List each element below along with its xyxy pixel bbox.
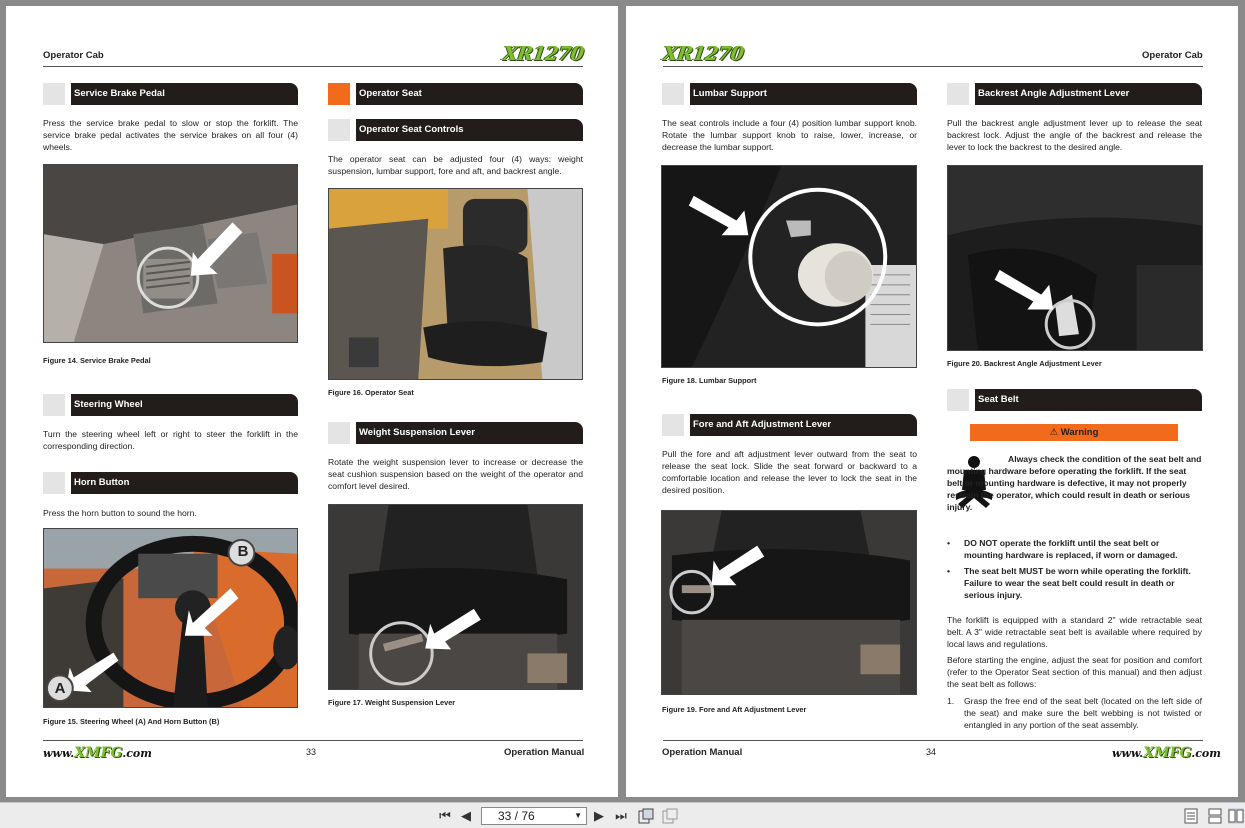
warning-bullet: • DO NOT operate the forklift until the seat belt or mounting hardware is replaced, if worn or damaged.	[947, 537, 1193, 561]
footer-web-prefix: www.	[43, 747, 75, 760]
warning-bullet: • The seat belt MUST be worn while operating the forklift. Failure to wear the seat belt could result in death or serious injury.	[947, 565, 1193, 601]
warning-text: Always check the condition of the seat belt and mounting hardware before operating the forklift. If the seat belt or mounting hardware is defective, it may not properly restrain the operator, which could result in death or serious injury.	[947, 454, 1202, 512]
single-page-icon[interactable]	[1183, 808, 1199, 824]
header-rule	[43, 66, 583, 67]
step-number: 1.	[947, 696, 955, 706]
footer-rule	[663, 740, 1203, 741]
figure-15-caption: Figure 15. Steering Wheel (A) And Horn Button (B)	[43, 717, 220, 726]
figure-16-photo	[328, 188, 583, 380]
section-title: Service Brake Pedal	[71, 83, 298, 105]
viewer-toolbar	[0, 802, 1245, 828]
horn-text: Press the horn button to sound the horn.	[43, 508, 197, 518]
footer-web-suffix: .com	[1191, 747, 1221, 760]
step-item	[947, 695, 1202, 731]
steering-text: Turn the steering wheel left or right to steer the forklift in the corresponding direction.	[43, 429, 298, 451]
page-number: 33	[306, 747, 317, 757]
weight-suspension-text: Rotate the weight suspension lever to increase or decrease the seat cushion suspension based on the weight of the operator and comfort level desired.	[328, 457, 583, 491]
page-display: 33 / 76	[498, 809, 535, 823]
figure-19-photo	[661, 510, 917, 695]
seat-belt-para-2: Before starting the engine, adjust the seat for position and comfort (refer to the Operator Seat section of this manual) and then adjust the seat belt as follows:	[947, 655, 1202, 689]
section-lumbar-support	[662, 83, 917, 105]
section-seat-belt	[947, 389, 1202, 411]
figure-17-caption: Figure 17. Weight Suspension Lever	[328, 698, 456, 707]
section-title: Horn Button	[71, 472, 298, 494]
first-page-icon[interactable]: ⏮	[439, 808, 451, 823]
section-marker	[328, 119, 350, 141]
last-page-icon[interactable]: ⏭	[615, 808, 627, 823]
section-title: Fore and Aft Adjustment Lever	[690, 414, 917, 436]
page-33	[6, 6, 618, 797]
fit-page-icon[interactable]	[638, 808, 654, 824]
section-title: Lumbar Support	[690, 83, 917, 105]
footer-web-prefix: www.	[1112, 747, 1144, 760]
section-title: Steering Wheel	[71, 394, 298, 416]
figure-18-caption: Figure 18. Lumbar Support	[662, 376, 757, 385]
section-fore-aft-lever	[662, 414, 917, 436]
footer-web-brand: XMFG	[1143, 745, 1192, 761]
callout-a-label: A	[54, 680, 66, 697]
section-horn-button	[43, 472, 298, 494]
figure-16-caption: Figure 16. Operator Seat	[328, 388, 414, 397]
footer-web-brand: XMFG	[74, 745, 123, 761]
fore-aft-text: Pull the fore and aft adjustment lever outward from the seat to release the seat lock. Slide the seat forward or backward to a comfortable location and release the lever to lock the seat in the desired position.	[662, 449, 917, 495]
footer-website-link[interactable]	[43, 745, 152, 761]
section-title: Weight Suspension Lever	[356, 422, 583, 444]
seat-controls-text: The operator seat can be adjusted four (4) ways: weight suspension, lumbar support, fore and aft, and backrest angle.	[328, 154, 583, 176]
footer-manual-title: Operation Manual	[504, 747, 585, 758]
footer-rule	[43, 740, 583, 741]
warning-triangle-icon: ⚠	[1049, 427, 1059, 438]
two-page-icon[interactable]	[1228, 808, 1244, 824]
section-marker	[43, 472, 65, 494]
callout-b-label: B	[237, 543, 249, 560]
seat-belt-steps	[947, 695, 1202, 731]
header-rule	[663, 66, 1203, 67]
figure-17-photo	[328, 504, 583, 690]
section-marker	[947, 83, 969, 105]
step-text: Grasp the free end of the seat belt (located on the left side of the seat) and make sure the belt webbing is not twisted or entangled in any portion of the seat assembly.	[964, 696, 1202, 730]
page-number: 34	[926, 747, 937, 757]
figure-18-photo	[661, 165, 917, 368]
footer-web-suffix: .com	[122, 747, 152, 760]
section-operator-seat-controls	[328, 119, 583, 141]
prev-page-icon[interactable]: ◀	[461, 808, 471, 823]
footer-manual-title: Operation Manual	[662, 747, 743, 758]
section-marker	[328, 83, 350, 105]
section-operator-seat	[328, 83, 583, 105]
warning-label: Warning	[1060, 427, 1099, 438]
figure-19-caption: Figure 19. Fore and Aft Adjustment Lever	[662, 705, 807, 714]
section-marker	[43, 83, 65, 105]
section-marker	[662, 83, 684, 105]
chevron-down-icon: ▼	[574, 811, 582, 820]
section-title: Operator Seat Controls	[356, 119, 583, 141]
section-marker	[43, 394, 65, 416]
warning-bullet-list	[947, 537, 1193, 605]
section-marker	[662, 414, 684, 436]
seat-belt-para-1: The forklift is equipped with a standard 2" wide retractable seat belt. A 3" wide retractable seat belt is available where required by local laws and regulations.	[947, 615, 1202, 649]
figure-14-photo	[43, 164, 298, 343]
backrest-text: Pull the backrest angle adjustment lever up to release the seat backrest lock. Adjust the angle of the backrest and release the lever to lock the backrest to the desired angle.	[947, 118, 1202, 152]
section-weight-suspension-lever	[328, 422, 583, 444]
section-marker	[947, 389, 969, 411]
section-steering-wheel	[43, 394, 298, 416]
section-service-brake-pedal	[43, 83, 298, 105]
fit-width-icon[interactable]	[662, 808, 678, 824]
xr1270-logo: XR1270	[661, 43, 745, 65]
figure-15-photo	[43, 528, 298, 708]
figure-14-caption: Figure 14. Service Brake Pedal	[43, 356, 151, 365]
page-number-select[interactable]	[481, 807, 587, 825]
footer-website-link[interactable]	[1112, 745, 1221, 761]
warning-banner	[970, 424, 1178, 441]
service-brake-text: Press the service brake pedal to slow or stop the forklift. The service brake pedal activates the service brakes on all four (4) wheels.	[43, 118, 298, 152]
figure-20-caption: Figure 20. Backrest Angle Adjustment Lever	[947, 359, 1102, 368]
continuous-page-icon[interactable]	[1207, 808, 1223, 824]
next-page-icon[interactable]: ▶	[594, 808, 604, 823]
section-marker	[328, 422, 350, 444]
page-34	[626, 6, 1238, 797]
section-backrest-angle-lever	[947, 83, 1202, 105]
lumbar-text: The seat controls include a four (4) position lumbar support knob. Rotate the lumbar support knob to raise, lower, increase, or decrease the lumbar support.	[662, 118, 917, 152]
section-title: Operator Seat	[356, 83, 583, 105]
section-title: Backrest Angle Adjustment Lever	[975, 83, 1202, 105]
xr1270-logo: XR1270	[501, 43, 585, 65]
header-title: Operator Cab	[1142, 50, 1203, 61]
header-title: Operator Cab	[43, 50, 104, 61]
section-title: Seat Belt	[975, 389, 1202, 411]
figure-20-photo	[947, 165, 1203, 351]
